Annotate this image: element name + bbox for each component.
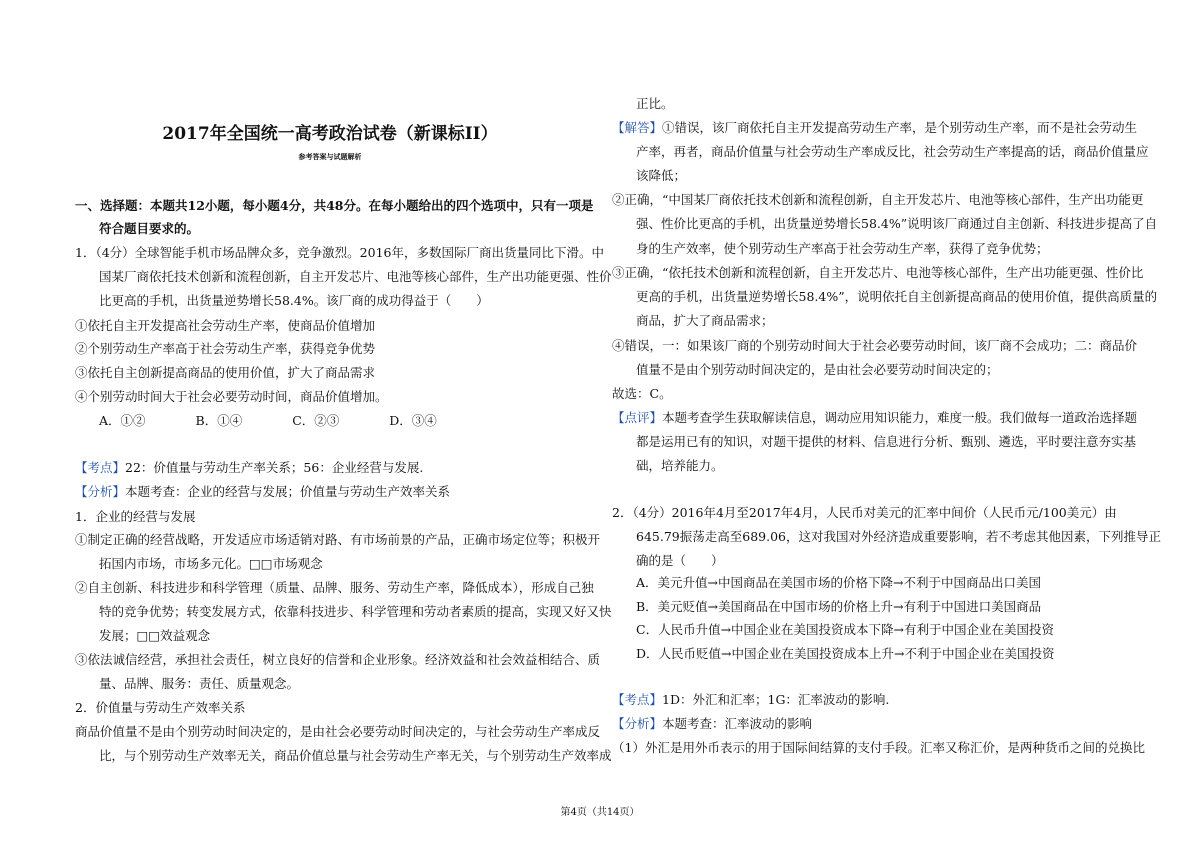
line-text: ③依法诚信经营，承担社会责任，树立良好的信誉和企业形象。经济效益和社会效益相结合、质 [75, 652, 601, 667]
right-line [612, 740, 1145, 756]
line-text: 量、品牌、服务：责任、质量观念。 [99, 676, 300, 691]
line-text: 拓国内市场，市场多元化。□□市场观念 [99, 556, 323, 571]
left-line [99, 676, 299, 692]
section-tag: 【分析】 [612, 716, 663, 731]
left-line [99, 628, 210, 644]
line-text: 正比。 [636, 96, 674, 111]
left-line [75, 532, 600, 548]
right-line [612, 265, 1143, 281]
section-tag: 【分析】 [75, 484, 126, 499]
left-line [75, 484, 450, 500]
line-text: 本题考查：汇率波动的影响 [662, 716, 813, 731]
section-tag: 【解答】 [612, 120, 663, 135]
right-line [636, 434, 1136, 450]
line-text: 故选：C。 [612, 386, 672, 401]
right-line [612, 192, 1143, 208]
line-text: 强、性价比更高的手机，出货量逆势增长58.4%”说明该厂商通过自主创新、科技进步提高了自 [636, 216, 1158, 231]
right-line [612, 120, 1137, 136]
line-text: ②自主创新、科技进步和科学管理（质量、品牌、服务、劳动生产率，降低成本），形成自己独 [75, 580, 594, 595]
right-line [612, 716, 812, 732]
right-line [636, 553, 724, 569]
right-line [636, 646, 1054, 662]
line-text: 商品，扩大了商品需求； [636, 313, 774, 328]
line-text: ②个别劳动生产率高于社会劳动生产率，获得竞争优势 [75, 341, 376, 356]
line-text: 础，培养能力。 [636, 458, 724, 473]
line-text: ①制定正确的经营战略，开发适应市场适销对路、有市场前景的产品，正确市场定位等；积极开 [75, 532, 601, 547]
right-line [636, 458, 724, 474]
right-line [636, 289, 1157, 305]
line-text: 确的是（ ） [636, 553, 724, 568]
left-line [99, 748, 612, 764]
page-footer: 第4页（共14页） [560, 807, 640, 818]
left-line [99, 556, 323, 572]
right-line [636, 622, 1054, 638]
line-text: ②正确，“中国某厂商依托技术创新和流程创新，自主开发芯片、电池等核心部件，生产出功能更 [612, 192, 1144, 207]
left-line [75, 318, 375, 334]
line-text: 1．企业的经营与发展 [75, 509, 196, 524]
right-line [636, 313, 774, 329]
line-text: 身的生产效率，使个别劳动生产率高于社会劳动生产率，获得了竞争优势； [636, 241, 1049, 256]
section-tag: 【考点】 [75, 460, 126, 475]
line-text: ①错误，该厂商依托自主开发提高劳动生产率，是个别劳动生产率，而不是社会劳动生 [662, 120, 1138, 135]
line-text: 值量不是由个别劳动时间决定的，是由社会必要劳动时间决定的； [636, 362, 999, 377]
line-text: ③正确，“依托技术创新和流程创新，自主开发芯片、电池等核心部件，生产出功能更强、性价比 [612, 265, 1144, 280]
line-text: D．人民币贬值→中国企业在美国投资成本上升→不利于中国企业在美国投资 [636, 646, 1055, 661]
line-text: 一、选择题：本题共12小题，每小题4分，共48分。在每小题给出的四个选项中，只有一项是 [75, 198, 594, 213]
line-text: 1．（4分）全球智能手机市场品牌众多，竞争激烈。2016年，多数国际厂商出货量同比下滑。中 [75, 245, 604, 260]
left-line [75, 245, 604, 261]
right-line [612, 692, 889, 708]
left-line [99, 413, 437, 429]
right-line [636, 168, 686, 184]
line-text: （1）外汇是用外币表示的用于国际间结算的支付手段。汇率又称汇价，是两种货币之间的兑换比 [612, 740, 1145, 755]
right-line [636, 241, 1049, 257]
line-text: 645.79振荡走高至689.06，这对我国对外经济造成重要影响，若不考虑其他因素，下列推导正 [636, 529, 1161, 544]
right-line [612, 386, 672, 402]
right-line [636, 216, 1157, 232]
line-text: 2．（4分）2016年4月至2017年4月，人民币对美元的汇率中间价（人民币元/100美元）由 [612, 505, 1117, 520]
left-line [99, 269, 612, 285]
right-line [636, 362, 999, 378]
line-text: 1D：外汇和汇率；1G：汇率波动的影响. [662, 692, 890, 707]
line-text: 本题考查：企业的经营与发展；价值量与劳动生产效率关系 [125, 484, 451, 499]
line-text: 符合题目要求的。 [99, 221, 200, 236]
line-text: B．美元贬值→美国商品在中国市场的价格上升→有利于中国进口美国商品 [636, 599, 1042, 614]
line-text: 比更高的手机，出货量逆势增长58.4%。该厂商的成功得益于（ ） [99, 293, 489, 308]
right-line [612, 338, 1137, 354]
left-line [75, 460, 423, 476]
line-text: ④个别劳动时间大于社会必要劳动时间，商品价值增加。 [75, 389, 388, 404]
line-text: 本题考查学生获取解读信息，调动应用知识能力，难度一般。我们做每一道政治选择题 [662, 410, 1138, 425]
left-line [75, 724, 600, 740]
line-text: 更高的手机，出货量逆势增长58.4%”，说明依托自主创新提高商品的使用价值，提供高质量的 [636, 289, 1158, 304]
left-line [75, 652, 600, 668]
left-line [75, 580, 594, 596]
right-line [612, 505, 1117, 521]
left-line [99, 221, 199, 237]
page-title: 2017年全国统一高考政治试卷（新课标II） [162, 124, 498, 144]
line-text: ①依托自主开发提高社会劳动生产率，使商品价值增加 [75, 318, 376, 333]
line-text: 产率，再者，商品价值量与社会劳动生产率成反比，社会劳动生产率提高的话，商品价值量应 [636, 144, 1149, 159]
right-line [636, 144, 1149, 160]
right-line [612, 410, 1137, 426]
line-text: 特的竞争优势；转变发展方式，依靠科技进步、科学管理和劳动者素质的提高，实现又好又快 [99, 604, 612, 619]
line-text: ④错误，一：如果该厂商的个别劳动时间大于社会必要劳动时间，该厂商不会成功；二：商品价 [612, 338, 1138, 353]
left-line [99, 604, 612, 620]
section-tag: 【点评】 [612, 410, 663, 425]
line-text: 国某厂商依托技术创新和流程创新，自主开发芯片、电池等核心部件，生产出功能更强、性价 [99, 269, 612, 284]
line-text: A．①② B．①④ C．②③ D．③④ [99, 413, 437, 428]
line-text: 发展；□□效益观念 [99, 628, 211, 643]
left-line [75, 389, 388, 405]
line-text: 该降低； [636, 168, 687, 183]
right-line [636, 599, 1041, 615]
left-line [75, 509, 195, 525]
right-line [636, 575, 1041, 591]
line-text: 商品价值量不是由个别劳动时间决定的，是由社会必要劳动时间决定的，与社会劳动生产率成反 [75, 724, 601, 739]
line-text: A．美元升值→中国商品在美国市场的价格下降→不利于中国商品出口美国 [636, 575, 1041, 590]
line-text: ③依托自主创新提高商品的使用价值，扩大了商品需求 [75, 365, 376, 380]
line-text: 都是运用已有的知识，对题干提供的材料、信息进行分析、甄别、遴选，平时要注意夯实基 [636, 434, 1137, 449]
left-line [99, 293, 489, 309]
line-text: 比，与个别劳动生产效率无关，商品价值总量与社会劳动生产率无关，与个别劳动生产效率成 [99, 748, 612, 763]
right-line [636, 529, 1161, 545]
section-tag: 【考点】 [612, 692, 663, 707]
line-text: 2．价值量与劳动生产效率关系 [75, 700, 246, 715]
left-line [75, 365, 375, 381]
left-line [75, 341, 375, 357]
line-text: C．人民币升值→中国企业在美国投资成本下降→有利于中国企业在美国投资 [636, 622, 1055, 637]
left-line [75, 700, 245, 716]
left-line [75, 198, 594, 214]
right-line [636, 96, 674, 112]
page-subtitle: 参考答案与试题解析 [298, 152, 362, 161]
line-text: 22：价值量与劳动生产率关系；56：企业经营与发展. [125, 460, 424, 475]
